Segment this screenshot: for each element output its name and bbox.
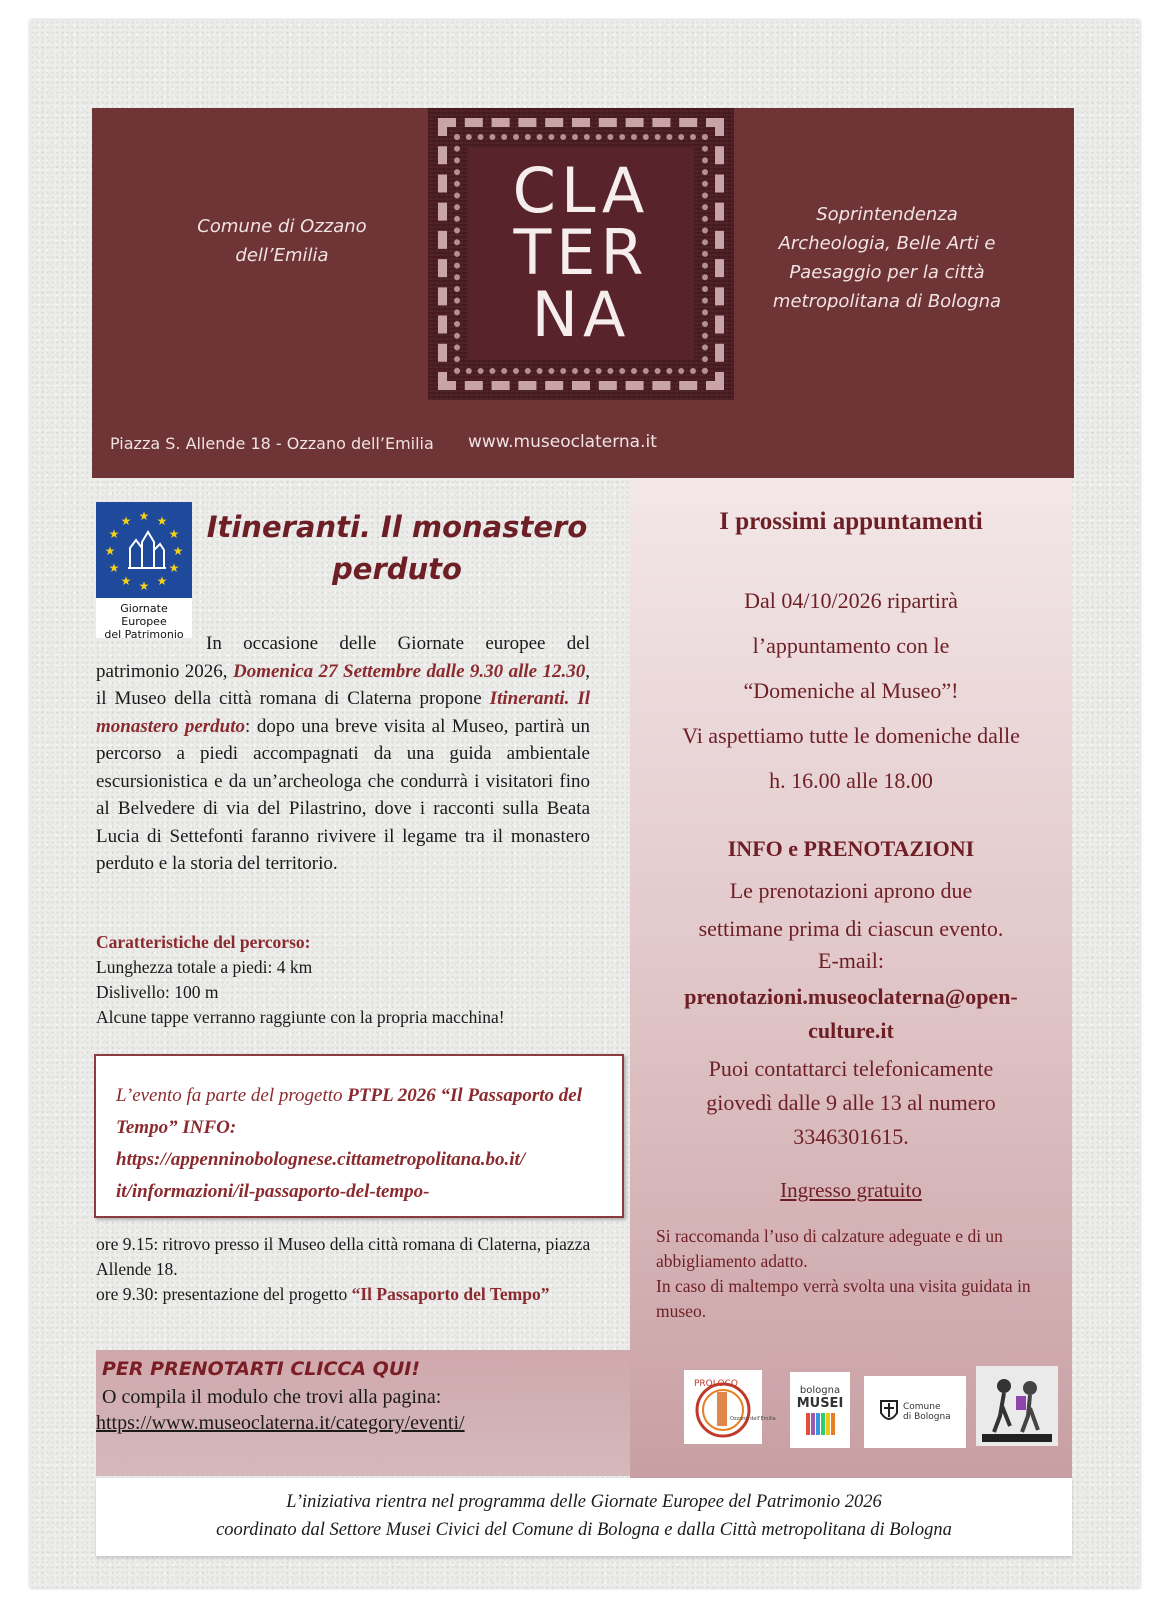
claterna-logo xyxy=(428,108,734,400)
svg-text:★: ★ xyxy=(156,514,168,528)
svg-text:★: ★ xyxy=(138,509,150,523)
svg-text:★: ★ xyxy=(172,544,184,558)
svg-text:★: ★ xyxy=(120,514,132,528)
event-title: Itineranti. Il monastero perduto xyxy=(206,510,588,586)
svg-text:★: ★ xyxy=(168,561,180,575)
svg-text:★: ★ xyxy=(156,574,168,588)
eu-stars-icon xyxy=(96,502,192,598)
event-schedule: ore 9.15: ritrovo presso il Museo della città romana di Claterna, piazza Allende 18. ore 9.30: presentazione del progetto “Il Passaporto del Tempo” xyxy=(96,1234,591,1304)
phone-info: Puoi contattarci telefonicamente giovedì dalle 9 alle 13 al numero 3346301615. xyxy=(706,1056,996,1149)
svg-text:★: ★ xyxy=(108,527,120,541)
svg-text:★: ★ xyxy=(108,561,120,575)
event-date: Domenica 27 Settembre dalle 9.30 alle 12.30 xyxy=(232,660,586,682)
events-page-link[interactable]: https://www.museoclaterna.it/category/eventi/ xyxy=(96,1412,465,1434)
museum-website-link[interactable]: www.museoclaterna.it xyxy=(468,432,657,452)
route-length: Lunghezza totale a piedi: 4 km xyxy=(96,957,313,977)
route-elevation: Dislivello: 100 m xyxy=(96,982,219,1002)
ptpl-project-box: L’evento fa parte del progetto PTPL 2026 “Il Passaporto del Tempo” INFO: https://appenninobolognese.cittametropolitana.bo.it/ it/informazioni/il-passaporto-del-tempo- xyxy=(94,1054,624,1218)
proloco-logo xyxy=(684,1370,776,1444)
bologna-musei-logo: bologna MUSEI xyxy=(790,1372,850,1448)
footer-note: L’iniziativa rientra nel programma delle Giornate Europee del Patrimonio 2026 coordinato dal Settore Musei Civici del Comune di Bologna e dalla Città metropolitana di Bologna xyxy=(96,1478,1072,1556)
museum-address: Piazza S. Allende 18 - Ozzano dell’Emilia xyxy=(110,434,434,453)
info-title: INFO e PRENOTAZIONI xyxy=(727,836,975,861)
route-note: Alcune tappe verranno raggiunte con la propria macchina! xyxy=(96,1007,505,1027)
event-description: In occasione delle Giornate europee del patrimonio 2026, Domenica 27 Settembre dalle 9.30 alle 12.30, il Museo della città romana di Claterna propone Itineranti. Il monastero perduto: dopo una breve visita al Museo, partirà un percorso a piedi accompagnati da una guida ambientale escursionistica e da un’archeologa che condurrà i visitatori fino al Belvedere di via del Pilastrino, dove i racconti sulla Beata Lucia di Settefonti faranno rivivere il legame tra il monastero perduto e la storia del territorio. xyxy=(96,633,590,874)
comune-ozzano-label: Comune di Ozzano dell’Emilia xyxy=(197,216,367,266)
booking-box xyxy=(96,1350,630,1476)
svg-text:★: ★ xyxy=(120,574,132,588)
svg-text:★: ★ xyxy=(168,527,180,541)
email-label: E-mail: xyxy=(818,948,884,973)
recommendation-notes: Si raccomanda l’uso di calzature adeguate e di un abbigliamento adatto. In caso di maltempo verrà svolta una visita guidata in museo. xyxy=(656,1226,1031,1321)
svg-text:★: ★ xyxy=(104,544,116,558)
booking-info: Le prenotazioni aprono due settimane prima di ciascun evento. xyxy=(698,878,1004,941)
free-entry-label: Ingresso gratuito xyxy=(780,1178,922,1202)
book-here-button[interactable]: PER PRENOTARTI CLICCA QUI! xyxy=(102,1358,420,1380)
route-features-title: Caratteristiche del percorso: xyxy=(96,932,311,952)
european-heritage-days-badge: ★ ★ ★ ★ ★ ★ ★ ★ ★ ★ ★ ★ Giornate Europee del Patrimonio xyxy=(96,502,192,638)
route-features xyxy=(96,930,616,1030)
hikers-logo xyxy=(976,1366,1058,1446)
sunday-museum-info: Dal 04/10/2026 ripartirà l’appuntamento con le “Domeniche al Museo”! Vi aspettiamo tutte le domeniche dalle h. 16.00 alle 18.00 xyxy=(682,588,1020,793)
soprintendenza-label: Soprintendenza Archeologia, Belle Arti e Paesaggio per la città metropolitana di Bologna xyxy=(772,204,1002,312)
header-banner xyxy=(92,108,1074,478)
upcoming-title: I prossimi appuntamenti xyxy=(719,508,983,535)
event-name: Itineranti. Il monastero perduto xyxy=(96,688,590,737)
claterna-logo-text: CLA TER NA xyxy=(512,154,650,351)
booking-email-link[interactable]: prenotazioni.museoclaterna@open- culture.it xyxy=(684,984,1018,1043)
svg-text:★: ★ xyxy=(138,579,150,593)
booking-form-text: O compila il modulo che trovi alla pagina: xyxy=(102,1386,442,1408)
svg-text:Ozzano dell'Emilia: Ozzano dell'Emilia xyxy=(730,1416,776,1422)
partner-logos xyxy=(630,1370,1072,1454)
comune-bologna-logo: Comune di Bologna xyxy=(864,1376,966,1448)
svg-text:PROLOCO: PROLOCO xyxy=(694,1379,738,1389)
ptpl-info-link[interactable]: https://appenninobolognese.cittametropolitana.bo.it/ xyxy=(116,1149,526,1170)
upcoming-events-panel xyxy=(630,478,1072,1478)
